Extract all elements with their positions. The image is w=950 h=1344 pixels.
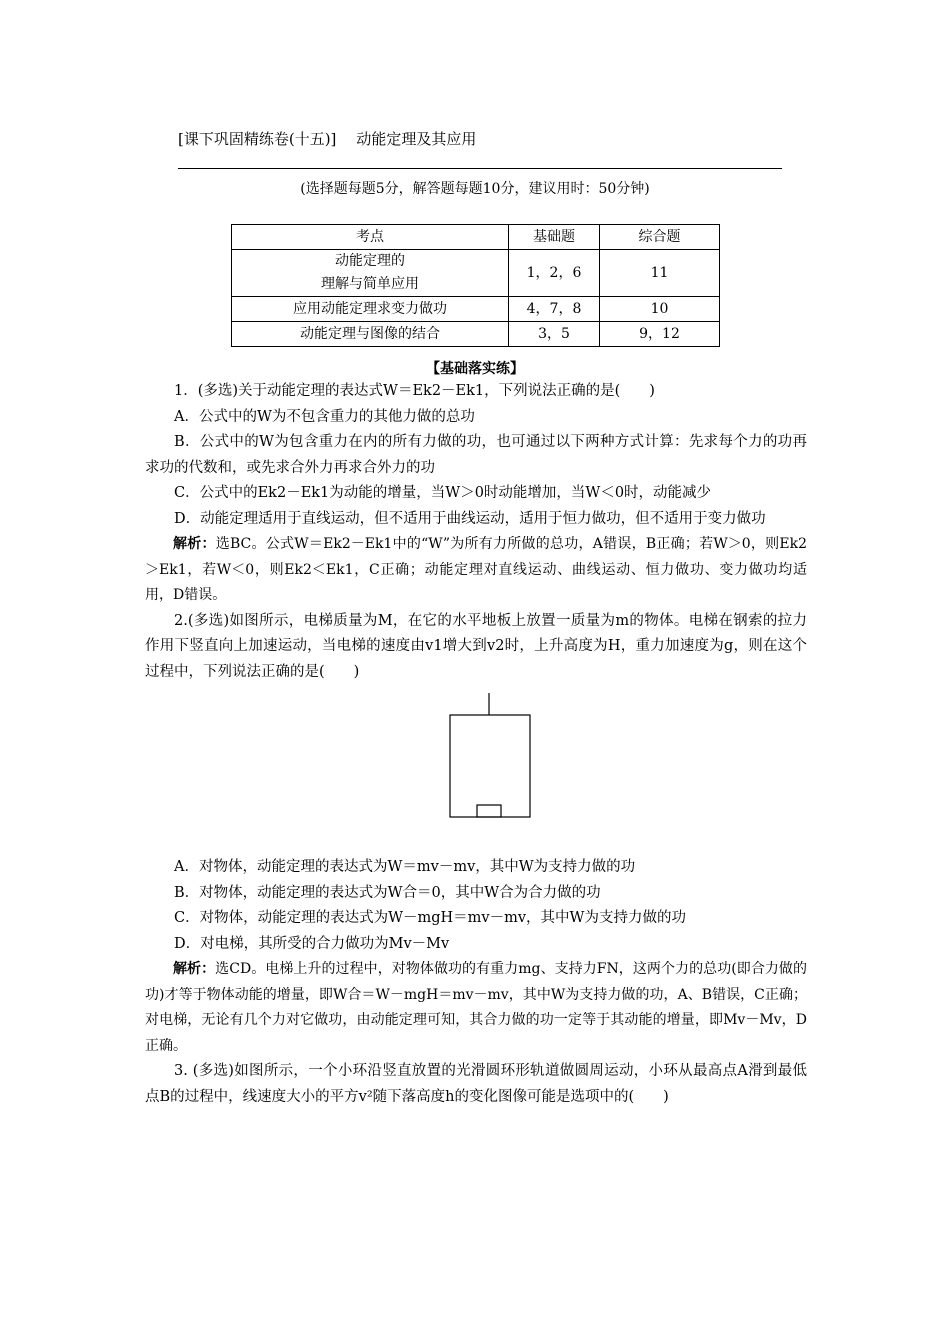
table-row — [232, 297, 720, 322]
elevator-car — [450, 715, 530, 817]
solution-text: 选BC。公式W＝Ek2－Ek1中的“W”为所有力所做的总功，A错误，B正确；若W＞0，则Ek2＞Ek1，若W＜0，则Ek2＜Ek1，C正确；动能定理对直线运动、曲线运动、恒力做功、变力做功均适用，D错误。 — [145, 536, 808, 603]
table-cell-basic: 3，5 — [509, 322, 600, 347]
questions — [145, 379, 807, 1110]
question-2-option-b: B．对物体，动能定理的表达式为W合＝0，其中W合为合力做的功 — [174, 884, 601, 901]
table-row — [232, 250, 720, 297]
question-1-option-b: B．公式中的W为包含重力在内的所有力做的功，也可通过以下两种方式计算：先求每个力的功再求功的代数和，或先求合外力再求合外力的功 — [145, 434, 807, 476]
question-1-solution — [145, 532, 807, 609]
table-cell-basic: 4，7，8 — [509, 297, 600, 322]
topic-line: 动能定理的 — [335, 253, 405, 269]
header-divider — [178, 168, 782, 169]
question-1-option-d: D．动能定理适用于直线运动，但不适用于曲线运动，适用于恒力做功，但不适用于变力做功 — [174, 510, 766, 527]
page-header — [178, 128, 476, 149]
page-title: 动能定理及其应用 — [356, 130, 477, 148]
question-2-option-c: C．对物体，动能定理的表达式为W－mgH＝mv－mv，其中W为支持力做的功 — [174, 910, 686, 926]
table-cell-comprehensive: 9，12 — [600, 322, 720, 347]
table-cell-topic: 应用动能定理求变力做功 — [232, 297, 509, 322]
table-cell-comprehensive: 10 — [600, 297, 720, 322]
question-1-stem: 1．(多选)关于动能定理的表达式W＝Ek2－Ek1，下列说法正确的是( ) — [174, 383, 655, 399]
table-header-cell: 基础题 — [509, 225, 600, 250]
question-2-stem: 2.(多选)如图所示，电梯质量为M，在它的水平地板上放置一质量为m的物体。电梯在钢索的拉力作用下竖直向上加速运动，当电梯的速度由v1增大到v2时，上升高度为H，重力加速度为g，则在这个过程中，下列说法正确的是( ) — [145, 612, 807, 680]
table-cell-topic: 动能定理与图像的结合 — [232, 322, 509, 347]
question-2-option-d: D．对电梯，其所受的合力做功为Mv－Mv — [174, 935, 450, 952]
time-note: (选择题每题5分，解答题每题10分，建议用时：50分钟) — [300, 181, 650, 197]
question-1-option-a: A．公式中的W为不包含重力的其他力做的总功 — [174, 408, 475, 425]
topic-table — [231, 224, 720, 347]
elevator-figure — [145, 693, 807, 841]
elevator-diagram — [445, 693, 535, 819]
question-1-option-c: C．公式中的Ek2－Ek1为动能的增量，当W＞0时动能增加，当W＜0时，动能减少 — [174, 485, 712, 501]
table-cell-topic — [232, 250, 509, 297]
question-2-option-a: A．对物体，动能定理的表达式为W＝mv－mv，其中W为支持力做的功 — [174, 859, 636, 875]
table-cell-basic: 1，2，6 — [509, 250, 600, 297]
table-header-row — [232, 225, 720, 250]
object-block — [477, 805, 501, 817]
table-header-cell: 综合题 — [600, 225, 720, 250]
solution-text: 选CD。电梯上升的过程中，对物体做功的有重力mg、支持力FN，这两个力的总功(即合力做的功)才等于物体动能的增量，即W合＝W－mgH＝mv－mv，其中W为支持力做的功，A、B错误，C正确；对电梯，无论有几个力对它做功，由动能定理可知，其合力做的功一定等于其动能的增量，即Mv－Mv，D正确。 — [145, 961, 807, 1054]
solution-label: 解析： — [173, 961, 216, 977]
question-3-stem: 3. (多选)如图所示，一个小环沿竖直放置的光滑圆环形轨道做圆周运动，小环从最高点A滑到最低点B的过程中，线速度大小的平方v²随下落高度h的变化图像可能是选项中的( ) — [145, 1063, 807, 1105]
solution-label: 解析： — [173, 536, 216, 552]
table-header-cell: 考点 — [232, 225, 509, 250]
exercise-code: [课下巩固精练卷(十五)] — [178, 130, 337, 148]
topic-line: 理解与简单应用 — [321, 276, 419, 292]
table-row — [232, 322, 720, 347]
section-title: 【基础落实练】 — [426, 361, 524, 377]
table-cell-comprehensive: 11 — [600, 250, 720, 297]
question-2-solution — [145, 957, 807, 1059]
